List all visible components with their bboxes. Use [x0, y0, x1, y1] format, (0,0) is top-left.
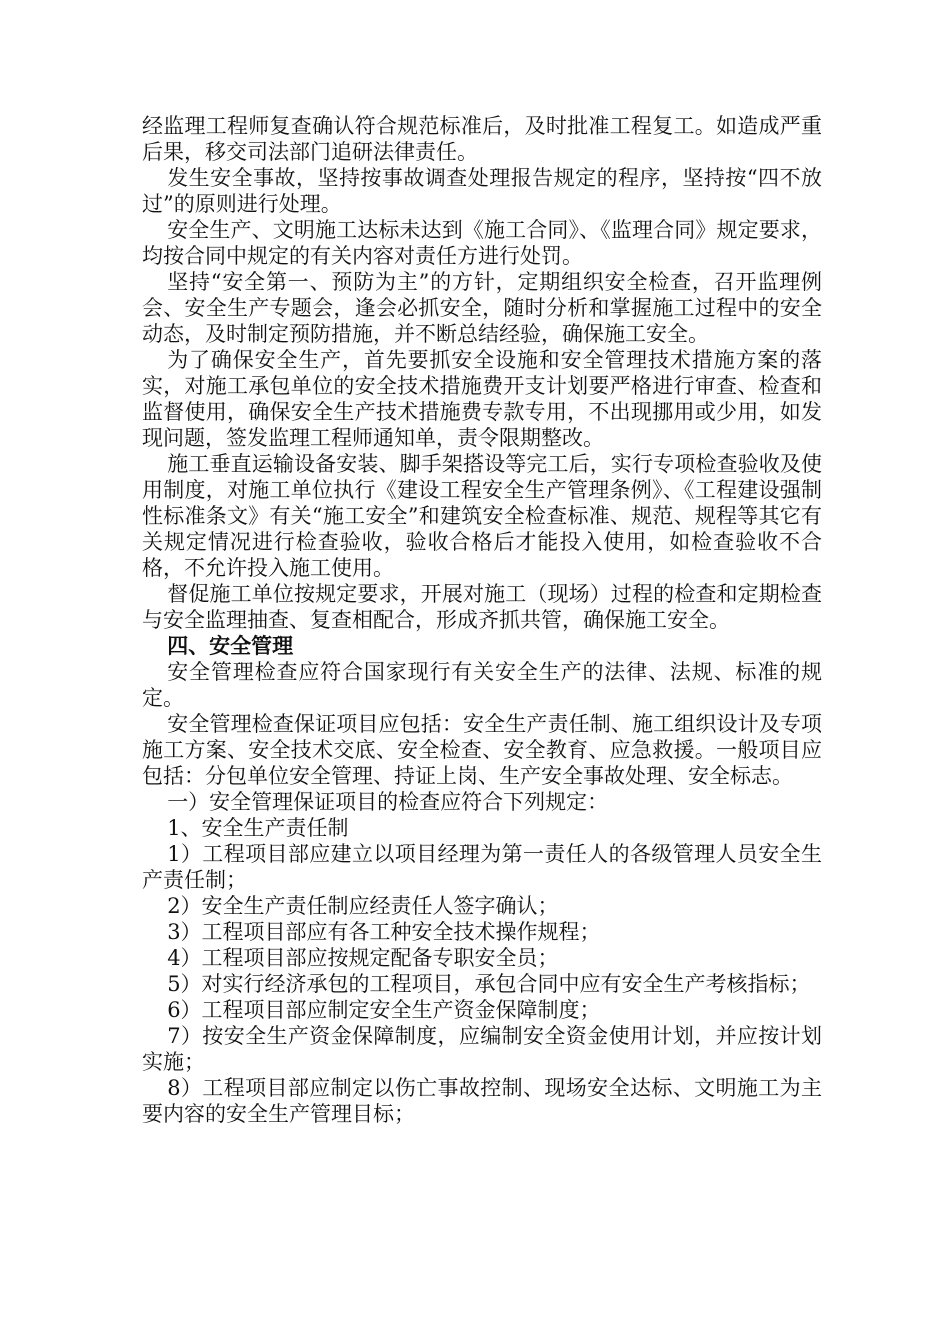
paragraph-7: 督促施工单位按规定要求，开展对施工（现场）过程的检查和定期检查与安全监理抽查、复查相配合，形成齐抓共管，确保施工安全。 [142, 582, 822, 632]
paragraph-8: 安全管理检查应符合国家现行有关安全生产的法律、法规、标准的规定。 [142, 660, 822, 710]
paragraph-9: 安全管理检查保证项目应包括：安全生产责任制、施工组织设计及专项施工方案、安全技术交底、安全检查、安全教育、应急救援。一般项目应包括：分包单位安全管理、持证上岗、生产安全事故处理、安全标志。 [142, 712, 822, 788]
paragraph-1: 经监理工程师复查确认符合规范标准后，及时批准工程复工。如造成严重后果，移交司法部门追研法律责任。 [142, 114, 822, 164]
list-item-5: 5）对实行经济承包的工程项目，承包合同中应有安全生产考核指标； [167, 972, 811, 996]
paragraph-6: 施工垂直运输设备安装、脚手架搭设等完工后，实行专项检查验收及使用制度，对施工单位执行《建设工程安全生产管理条例》、《工程建设强制性标准条文》有关“施工安全”和建筑安全检查标准、规范、规程等其它有关规定情况进行检查验收，验收合格后才能投入使用，如检查验收不合格，不允许投入施工使用。 [142, 452, 822, 580]
list-item-3: 3）工程项目部应有各工种安全技术操作规程； [167, 920, 601, 944]
paragraph-3: 安全生产、文明施工达标未达到《施工合同》、《监理合同》规定要求，均按合同中规定的有关内容对责任方进行处罚。 [142, 218, 822, 268]
list-item-2: 2）安全生产责任制应经责任人签字确认； [167, 894, 559, 918]
list-heading: 一）安全管理保证项目的检查应符合下列规定： [167, 790, 609, 814]
paragraph-2: 发生安全事故，坚持按事故调查处理报告规定的程序，坚持按“四不放过”的原则进行处理。 [142, 166, 822, 216]
subsection-title: 1、安全生产责任制 [167, 816, 349, 840]
paragraph-5: 为了确保安全生产，首先要抓安全设施和安全管理技术措施方案的落实，对施工承包单位的安全技术措施费开支计划要严格进行审查、检查和监督使用，确保安全生产技术措施费专款专用，不出现挪用或少用，如发现问题，签发监理工程师通知单，责令限期整改。 [142, 348, 822, 450]
list-item-8: 8）工程项目部应制定以伤亡事故控制、现场安全达标、文明施工为主要内容的安全生产管理目标； [142, 1076, 822, 1126]
list-item-4: 4）工程项目部应按规定配备专职安全员； [167, 946, 559, 970]
document-body [142, 113, 822, 1127]
list-item-6: 6）工程项目部应制定安全生产资金保障制度； [167, 998, 601, 1022]
list-item-7: 7）按安全生产资金保障制度，应编制安全资金使用计划，并应按计划实施； [142, 1024, 822, 1074]
list-item-1: 1）工程项目部应建立以项目经理为第一责任人的各级管理人员安全生产责任制； [142, 842, 822, 892]
section-heading: 四、安全管理 [167, 633, 294, 658]
paragraph-4: 坚持“安全第一、预防为主”的方针，定期组织安全检查，召开监理例会、安全生产专题会，逢会必抓安全，随时分析和掌握施工过程中的安全动态，及时制定预防措施，并不断总结经验，确保施工安全。 [142, 270, 822, 346]
